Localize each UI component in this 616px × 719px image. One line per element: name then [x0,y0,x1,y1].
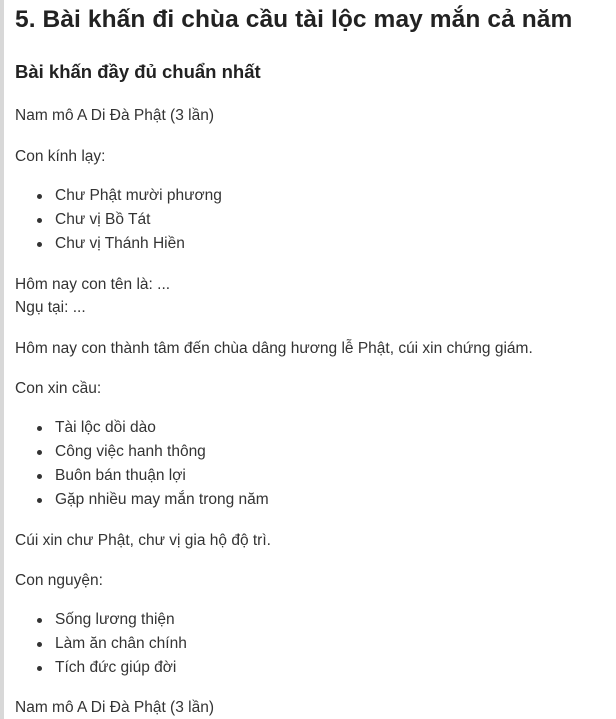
bullet-dot [37,426,42,431]
list-item: Buôn bán thuận lợi [15,464,269,488]
bullet-dot [37,194,42,199]
bullet-dot [37,450,42,455]
paragraph-nguyen: Con nguyện: [15,572,103,589]
paragraph-kinh-lay: Con kính lạy: [15,148,106,165]
paragraph-intro: Nam mô A Di Đà Phật (3 lần) [15,107,214,124]
article-subheading: Bài khấn đầy đủ chuẩn nhất [15,61,261,82]
list-item: Gặp nhiều may mắn trong năm [15,488,269,512]
paragraph-outro: Nam mô A Di Đà Phật (3 lần) [15,699,214,716]
list-item: Công việc hanh thông [15,440,269,464]
paragraph-cui-xin: Cúi xin chư Phật, chư vị gia hộ độ trì. [15,532,271,549]
bullet-dot [37,642,42,647]
list-item: Chư vị Thánh Hiền [15,232,222,256]
bullet-dot [37,666,42,671]
bullet-dot [37,218,42,223]
list-item: Tích đức giúp đời [15,656,187,680]
bullet-dot [37,618,42,623]
list-item: Chư Phật mười phương [15,184,222,208]
paragraph-xin-cau: Con xin cầu: [15,380,102,397]
paragraph-ten: Hôm nay con tên là: ... [15,276,171,293]
list-item: Sống lương thiện [15,608,187,632]
list-item: Chư vị Bồ Tát [15,208,222,232]
paragraph-ngu-tai: Ngụ tại: ... [15,299,86,316]
list-item: Làm ăn chân chính [15,632,187,656]
bullet-dot [37,242,42,247]
left-border-rule [0,0,4,719]
article-heading: 5. Bài khấn đi chùa cầu tài lộc may mắn cả năm [15,6,573,33]
bullet-dot [37,474,42,479]
bullet-dot [37,498,42,503]
list-nguyen [15,608,187,680]
list-item: Tài lộc dồi dào [15,416,269,440]
list-xin-cau [15,416,269,512]
list-kinh-lay [15,184,222,256]
paragraph-thanh-tam: Hôm nay con thành tâm đến chùa dâng hương lễ Phật, cúi xin chứng giám. [15,340,533,357]
